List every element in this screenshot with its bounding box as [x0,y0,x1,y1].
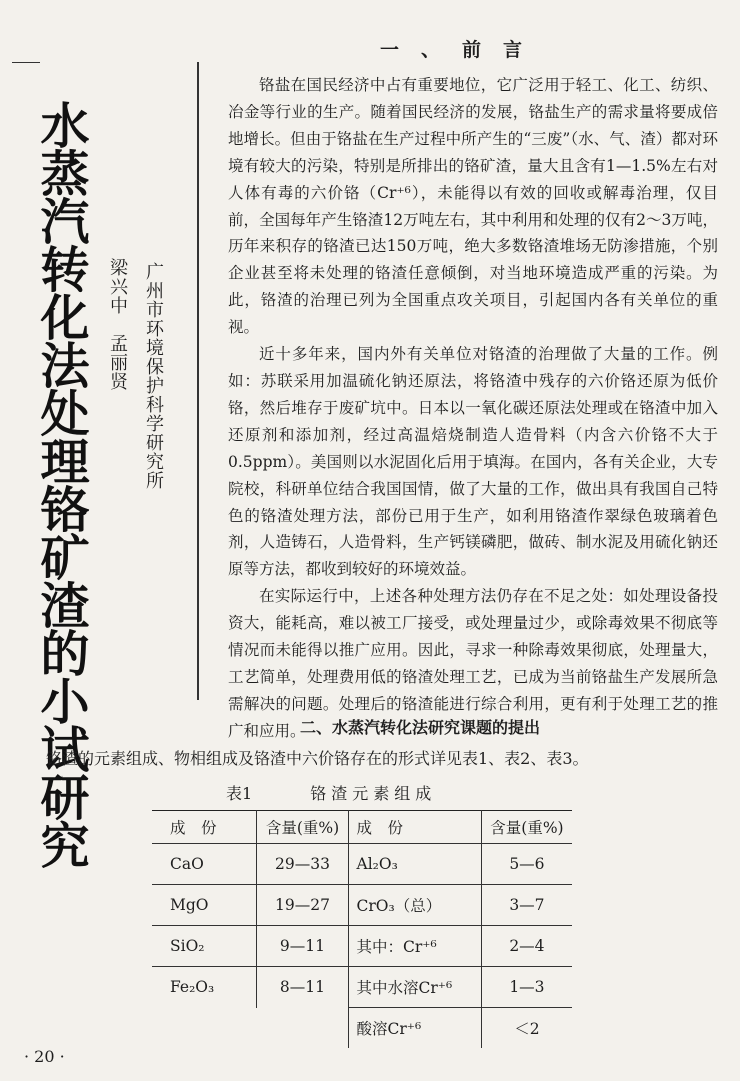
table-cell: 3—7 [481,885,572,926]
table-cell: SiO₂ [152,926,257,967]
table-row [152,1008,572,1049]
table-cell: 5—6 [481,844,572,885]
section1-body [228,72,718,745]
table-cell: 9—11 [257,926,348,967]
table-cell: 酸溶Cr⁺⁶ [348,1008,481,1049]
table-cell: 8—11 [257,967,348,1008]
paragraph: 在实际运行中，上述各种处理方法仍存在不足之处：如处理设备投资大，能耗高，难以被工厂接受，或处理量过少，或除毒效果不彻底等情况而未能得以推广应用。因此，寻求一种除毒效果彻底，处理量大，工艺简单，处理费用低的铬渣处理工艺，已成为当前铬盐生产发展所急需解决的问题。处理后的铬渣能进行综合利用，更有利于处理工艺的推广和应用。 [228,587,718,740]
table-cell: Al₂O₃ [348,844,481,885]
frame-top-rule [12,62,40,63]
affiliation: 广州市环境保护科学研究所 [143,262,164,490]
table-row [152,885,572,926]
table-cell: CrO₃（总） [348,885,481,926]
header-cell: 含量(重%) [257,811,348,844]
article-title: 水蒸汽转化法处理铬矿渣的小试研究 [33,100,90,868]
table-cell: 29—33 [257,844,348,885]
table-header-row [152,811,572,844]
table-cell: 2—4 [481,926,572,967]
section2-intro: 铬渣的元素组成、物相组成及铬渣中六价铬存在的形式详见表1、表2、表3。 [46,749,589,768]
table-cell [152,1008,257,1049]
header-cell: 成 份 [152,811,257,844]
page-number: · 20 · [24,1047,65,1066]
table-label: 表1 [226,784,253,803]
authors: 梁兴中 孟丽贤 [107,258,128,391]
table-caption [226,781,436,804]
section1-heading: 一、前言 [380,39,545,61]
header-cell: 含量(重%) [481,811,572,844]
table-row [152,926,572,967]
table-row [152,844,572,885]
table-cell: CaO [152,844,257,885]
paragraph: 近十多年来，国内外有关单位对铬渣的治理做了大量的工作。例如：苏联采用加温硫化钠还原法，将铬渣中残存的六价铬还原为低价铬，然后堆存于废矿坑中。日本以一氧化碳还原法处理或在铬渣中加入还原剂和添加剂，经过高温焙烧制造人造骨料（内含六价铬不大于0.5ppm）。美国则以水泥固化后用于填海。在国内，各有关企业，大专院校，科研单位结合我国国情，做了大量的工作，做出具有我国自己特色的铬渣处理方法，部份已用于生产，如利用铬渣作翠绿色玻璃着色剂，人造铸石，人造骨料，生产钙镁磷肥，做砖、制水泥及用硫化钠还原等方法，都收到较好的环境效益。 [228,345,718,579]
table-cell: 1—3 [481,967,572,1008]
table-cell: 其中水溶Cr⁺⁶ [348,967,481,1008]
table-title: 铬渣元素组成 [310,784,437,803]
element-composition-table [152,810,572,1048]
table-row [152,967,572,1008]
table-cell: 其中：Cr⁺⁶ [348,926,481,967]
table-cell: Fe₂O₃ [152,967,257,1008]
table-cell [257,1008,348,1049]
paragraph: 铬盐在国民经济中占有重要地位，它广泛用于轻工、化工、纺织、冶金等行业的生产。随着国民经济的发展，铬盐生产的需求量将要成倍地增长。但由于铬盐在生产过程中所产生的“三废”（水、气、渣）都对环境有较大的污染，特别是所排出的铬矿渣，量大且含有1—1.5%左右对人体有毒的六价铬（Cr⁺⁶），未能得以有效的回收或解毒治理，仅目前，全国每年产生铬渣12万吨左右，其中利用和处理的仅有2～3万吨，历年来积存的铬渣已达150万吨，绝大多数铬渣堆场无防渗措施，个别企业甚至将未处理的铬渣任意倾倒，对当地环境造成严重的污染。为此，铬渣的治理已列为全国重点攻关项目，引起国内各有关单位的重视。 [228,76,718,337]
section2-heading: 二、水蒸汽转化法研究课题的提出 [300,718,541,737]
table-cell: MgO [152,885,257,926]
table-cell: ＜2 [481,1008,572,1049]
header-cell: 成 份 [348,811,481,844]
table-cell: 19—27 [257,885,348,926]
